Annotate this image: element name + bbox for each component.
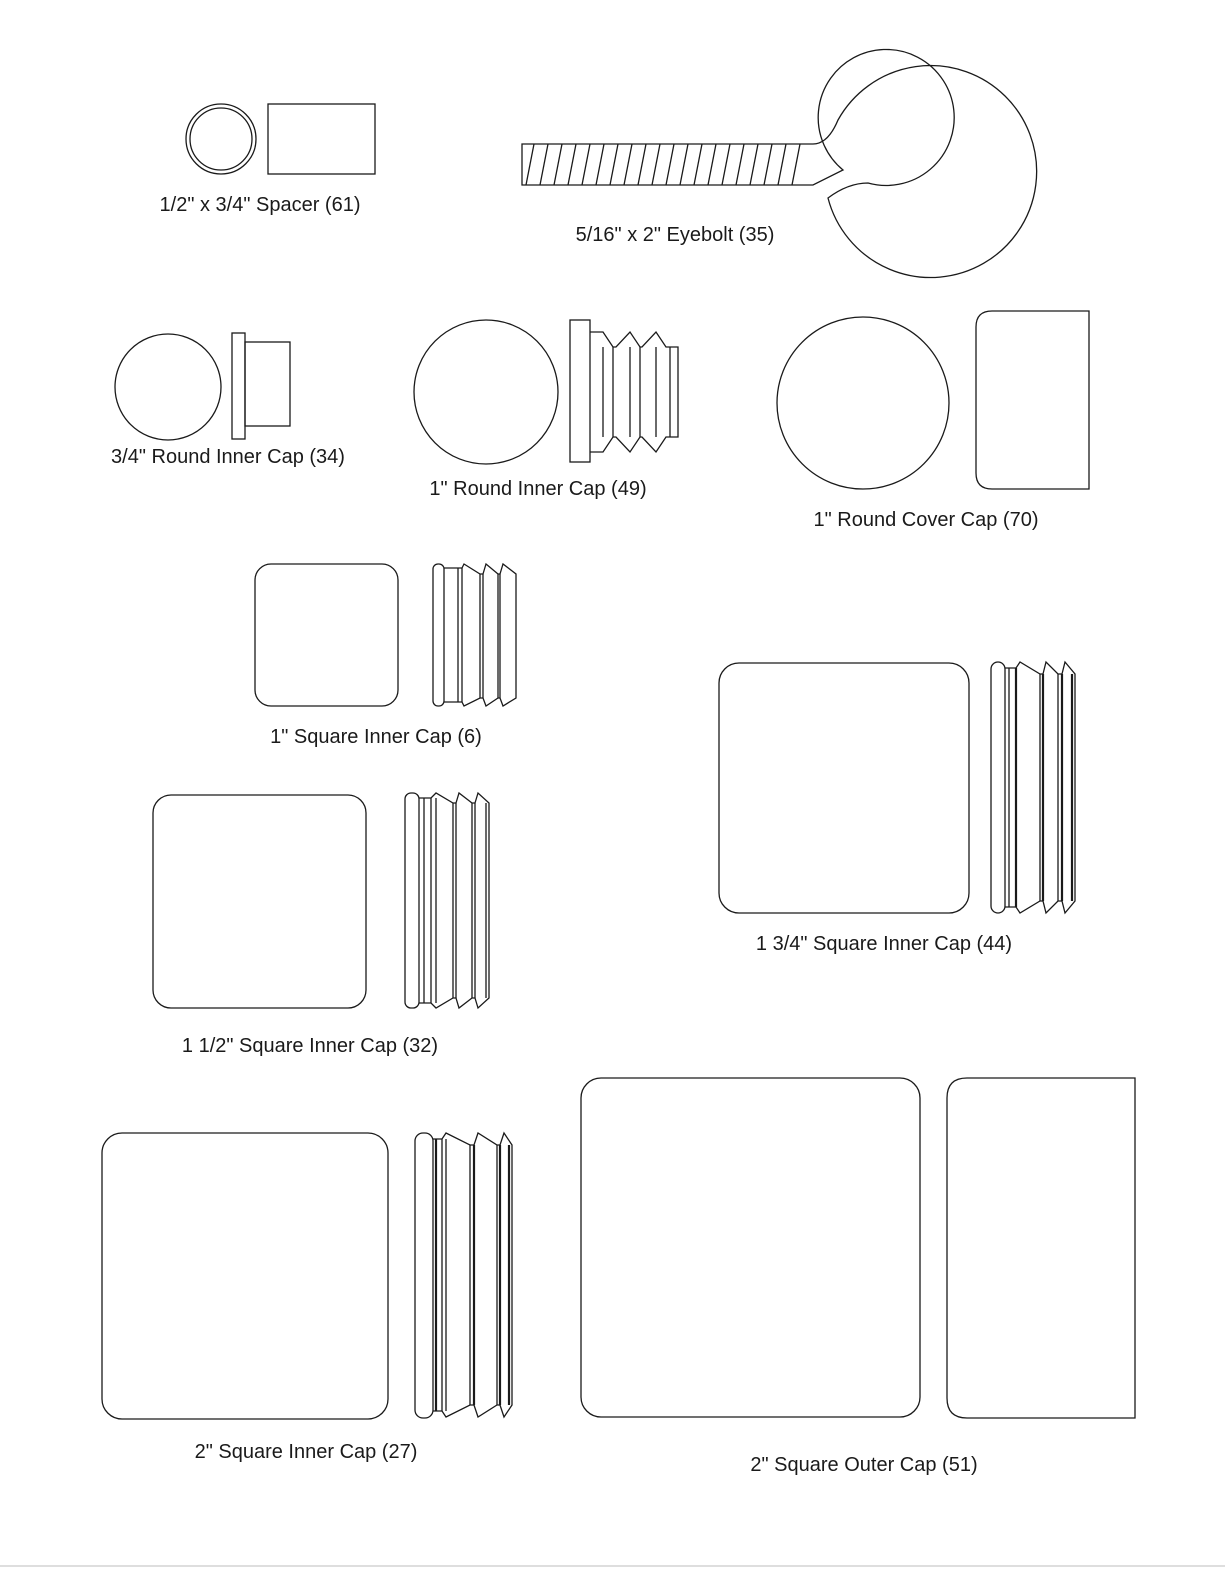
square-inner-cap-44-flange [991,662,1005,913]
square-inner-cap-32-flange [405,793,419,1008]
square-inner-cap-27-part [102,1133,512,1463]
thread-line [778,144,786,185]
round-inner-cap-34-flange [232,333,245,439]
thread-line [568,144,576,185]
round-inner-cap-34-top-view [115,334,221,440]
spacer-label: 1/2" x 3/4" Spacer (61) [159,194,361,216]
round-inner-cap-34-label: 3/4" Round Inner Cap (34) [111,446,345,468]
square-inner-cap-44-label: 1 3/4" Square Inner Cap (44) [755,933,1013,955]
thread-line [694,144,702,185]
thread-line [764,144,772,185]
thread-line [652,144,660,185]
thread-line [582,144,590,185]
eyebolt-label: 5/16" x 2" Eyebolt (35) [575,224,775,246]
spacer-inner-ring [190,108,252,170]
round-inner-cap-49-flange [570,320,590,462]
square-inner-cap-6-part [255,564,516,748]
thread-line [708,144,716,185]
square-inner-cap-32-top-view [153,795,366,1008]
thread-line [638,144,646,185]
thread-line [736,144,744,185]
square-inner-cap-32-label: 1 1/2" Square Inner Cap (32) [181,1035,439,1057]
square-inner-cap-6-flange [433,564,444,706]
square-inner-cap-6-top-view [255,564,398,706]
square-outer-cap-51-part [581,1078,1135,1476]
thread-line [554,144,562,185]
round-inner-cap-49-label: 1" Round Inner Cap (49) [429,478,647,500]
square-inner-cap-44-part [719,662,1075,955]
round-cover-cap-70-label: 1" Round Cover Cap (70) [813,509,1039,531]
square-outer-cap-51-top-view [581,1078,920,1417]
square-inner-cap-27-flange [415,1133,433,1418]
square-outer-cap-51-side-view [947,1078,1135,1418]
spacer-side-view [268,104,375,174]
thread-line [750,144,758,185]
thread-line [680,144,688,185]
thread-line [666,144,674,185]
thread-line [722,144,730,185]
thread-line [596,144,604,185]
thread-line [540,144,548,185]
round-inner-cap-49-top-view [414,320,558,464]
square-inner-cap-44-top-view [719,663,969,913]
round-inner-cap-34-part [111,333,345,468]
square-inner-cap-6-label: 1" Square Inner Cap (6) [270,726,482,748]
thread-line [624,144,632,185]
round-cover-cap-70-side-view [976,311,1089,489]
spacer-end-view [186,104,256,174]
round-inner-cap-49-part [414,320,678,500]
round-inner-cap-34-body [245,342,290,426]
thread-line [610,144,618,185]
thread-line [526,144,534,185]
spacer-part [160,104,375,216]
square-inner-cap-27-label: 2" Square Inner Cap (27) [194,1441,418,1463]
round-cover-cap-70-part [777,311,1089,531]
square-inner-cap-32-ribs [419,793,489,1008]
eyebolt-part [522,49,1037,277]
square-outer-cap-51-label: 2" Square Outer Cap (51) [750,1454,978,1476]
square-inner-cap-32-part [153,793,489,1057]
thread-line [792,144,800,185]
round-cover-cap-70-top-view [777,317,949,489]
square-inner-cap-27-top-view [102,1133,388,1419]
eyebolt-thread [526,144,800,185]
